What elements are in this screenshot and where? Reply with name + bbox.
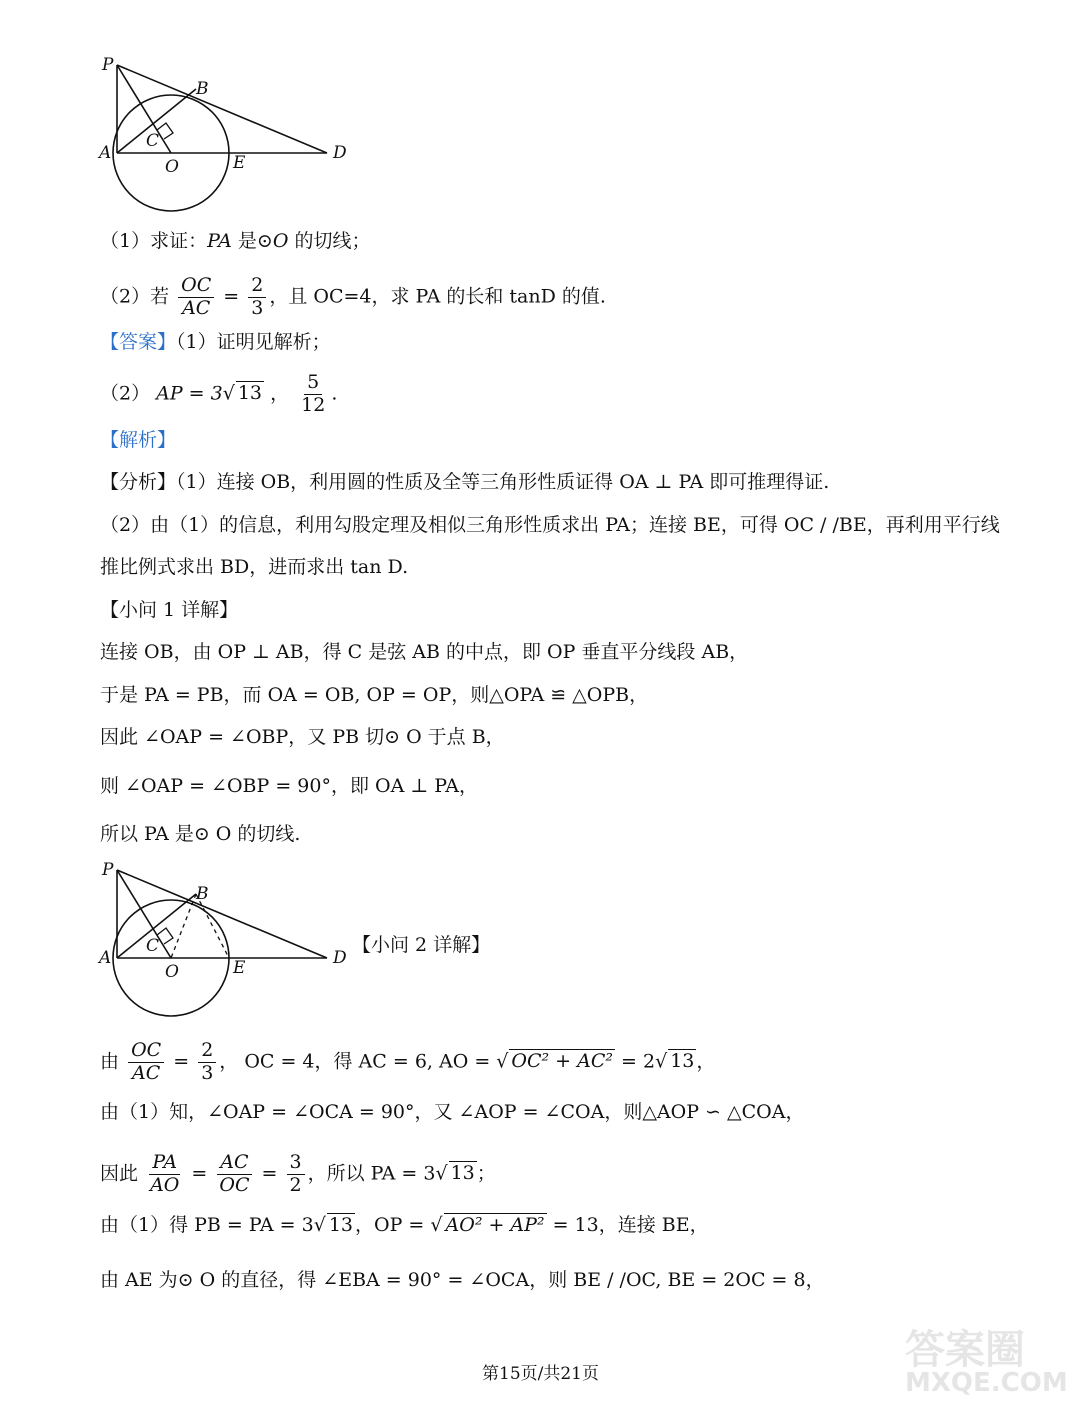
fraction-2-3: $\frac{2}{3}$ [248,275,266,320]
label-b: B [196,79,209,99]
svg-text:E: E [233,958,246,978]
svg-text:P: P [102,860,114,880]
answer-line-1: 【答案】（1）证明见解析； [100,331,331,353]
watermark-logo: 答案圈 [905,1327,1025,1373]
solution-2-line-2: 由（1）知，∠OAP = ∠OCA = 90°，又 ∠AOP = ∠COA，则△AOP ∽ △COA， [100,1101,805,1123]
svg-text:O: O [165,962,179,982]
watermark-url: MXQE.COM [905,1368,1068,1398]
question-2: （2）若 $\frac{OC}{AC}$ = $\frac{2}{3}$ ，且 OC=4，求 PA 的长和 tanD 的值. [100,274,606,319]
analysis-line-1: 【分析】（1）连接 OB，利用圆的性质及全等三角形性质证得 OA ⊥ PA 即可推理得证. [100,471,830,493]
sub-question-1-tag: 【小问 1 详解】 [100,599,239,621]
label-p: P [102,55,114,75]
geometry-figure-1 [95,50,365,220]
svg-text:A: A [99,948,112,968]
solution-2-line-1: 由 $\frac{OC}{AC}$ = $\frac{2}{3}$ ， OC = 4，得 AC = 6, AO = √ OC² + AC² = 2√ 13 ， [100,1039,716,1084]
svg-text:B: B [196,884,209,904]
solution-2-line-5: 由 AE 为⊙ O 的直径，得 ∠EBA = 90° = ∠OCA，则 BE / /OC, BE = 2OC = 8， [100,1269,825,1291]
label-c: C [146,131,160,151]
svg-text:C: C [146,936,160,956]
answer-line-2: （2） AP = 3√ 13 ， $\frac{5}{12}$ . [100,371,338,416]
fenxi-tag: 【分析】 [100,471,177,493]
jiexi-tag: 【解析】 [100,429,177,451]
right-angle-mark [157,123,173,139]
question-1: （1）求证：PA 是⊙O 的切线； [100,230,371,252]
solution-1-line-5: 所以 PA 是⊙ O 的切线. [100,823,301,845]
solution-2-line-4: 由（1）得 PB = PA = 3√ 13 ，OP = √ AO² + AP² = 13，连接 BE， [100,1214,709,1236]
solution-1-line-2: 于是 PA = PB，而 OA = OB, OP = OP，则△OPA ≌ △OPB， [100,684,649,706]
fraction-5-12: $\frac{5}{12}$ [301,371,326,416]
label-a: A [99,143,112,163]
label-e: E [233,153,246,173]
solution-1-line-3: 因此 ∠OAP = ∠OBP，又 PB 切⊙ O 于点 B， [100,726,505,748]
analysis-line-3: 推比例式求出 BD，进而求出 tan D. [100,556,409,578]
solution-2-line-3: 因此 $\frac{PA}{AO}$ = $\frac{AC}{OC}$ = $\frac{3}{2}$ ，所以 PA = 3√ 13 ； [100,1151,496,1196]
fraction-oc-ac: $\frac{OC}{AC}$ [178,275,214,320]
answer-tag: 【答案】 [100,331,177,353]
svg-text:D: D [333,948,347,968]
sub-question-2-tag: 【小问 2 详解】 [352,934,491,956]
analysis-line-2: （2）由（1）的信息，利用勾股定理及相似三角形性质求出 PA；连接 BE，可得 OC / /BE，再利用平行线 [100,514,1000,536]
label-d: D [333,143,347,163]
solution-1-line-1: 连接 OB，由 OP ⊥ AB，得 C 是弦 AB 的中点，即 OP 垂直平分线段 AB， [100,641,749,663]
label-o: O [165,157,179,177]
page-footer: 第15页/共21页 [482,1364,599,1384]
solution-1-line-4: 则 ∠OAP = ∠OBP = 90°，即 OA ⊥ PA， [100,775,479,797]
geometry-figure-2 [95,858,365,1028]
